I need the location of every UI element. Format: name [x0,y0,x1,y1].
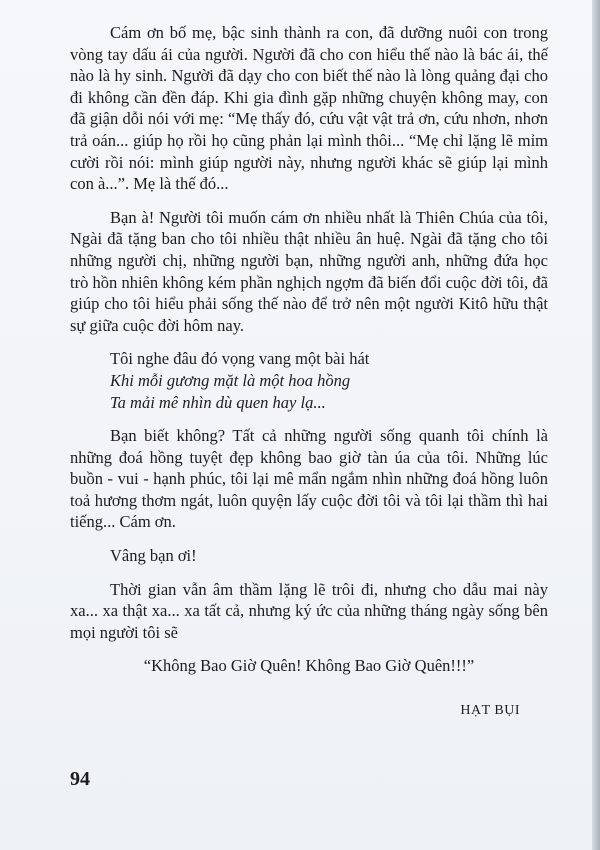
paragraph-roses: Bạn biết không? Tất cả những người sống quanh tôi chính là những đoá hồng tuyệt đẹp không bao giờ tàn úa của tôi. Những lúc buồn - vui - hạnh phúc, tôi lại mê mẩn ngắm nhìn những đoá hồng luôn toả hương thơm ngát, luôn quyện lấy cuộc đời tôi và tôi lại thầm thì hai tiếng... Cám ơn. [70,426,548,532]
verse-line-1: Khi mỗi gương mặt là một hoa hồng [110,370,351,390]
paragraph-yes-friend: Vâng bạn ơi! [110,546,197,566]
paragraph-god: Bạn à! Người tôi muốn cám ơn nhiều nhất là Thiên Chúa của tôi, Ngài đã tặng ban cho tôi nhiều thật nhiều ân huệ. Ngài đã tặng cho tôi những người chị, những người bạn, những người anh, những đứa học trò hồn nhiên không kém phần nghịch ngợm đã biến đổi cuộc đời tôi, đã giúp cho tôi hiểu phải sống thế nào để trở nên một người Kitô hữu thật sự giữa cuộc đời hôm nay. [70,207,548,335]
author-signature: HẠT BỤI [460,703,520,718]
paragraph-time: Thời gian vẫn âm thầm lặng lẽ trôi đi, nhưng cho dẫu mai này xa... xa thật xa... xa tất cả, nhưng ký ức của những tháng ngày sống bên mọi người tôi sẽ [70,579,548,642]
verse-line-2: Ta mải mê nhìn dù quen hay lạ... [110,392,326,412]
page-number: 94 [70,768,90,790]
page-edge-shadow [592,0,600,850]
paragraph-parents: Cám ơn bố mẹ, bậc sinh thành ra con, đã dưỡng nuôi con trong vòng tay dấu ái của người. Người đã cho con hiểu thế nào là bác ái, thế nào là hy sinh. Người đã dạy cho con biết thế nào là lòng quảng đại cho đi không cần đền đáp. Khi gia đình gặp những chuyện không may, con đã giận dỗi nói với mẹ: “Mẹ thấy đó, cứu vật vật trả ơn, cứu nhơn, nhơn trả oán... giúp họ rồi họ cũng phản lại mình thôi... “Mẹ chỉ lặng lẽ mỉm cười rồi nói: mình giúp người này, nhưng người khác sẽ giúp lại mình con à...”. Mẹ là thế đó... [70,23,548,194]
paragraph-never-forget: “Không Bao Giờ Quên! Không Bao Giờ Quên!!!” [143,656,475,676]
paragraph-song-intro: Tôi nghe đâu đó vọng vang một bài hát [110,349,370,369]
page-body [70,22,548,677]
